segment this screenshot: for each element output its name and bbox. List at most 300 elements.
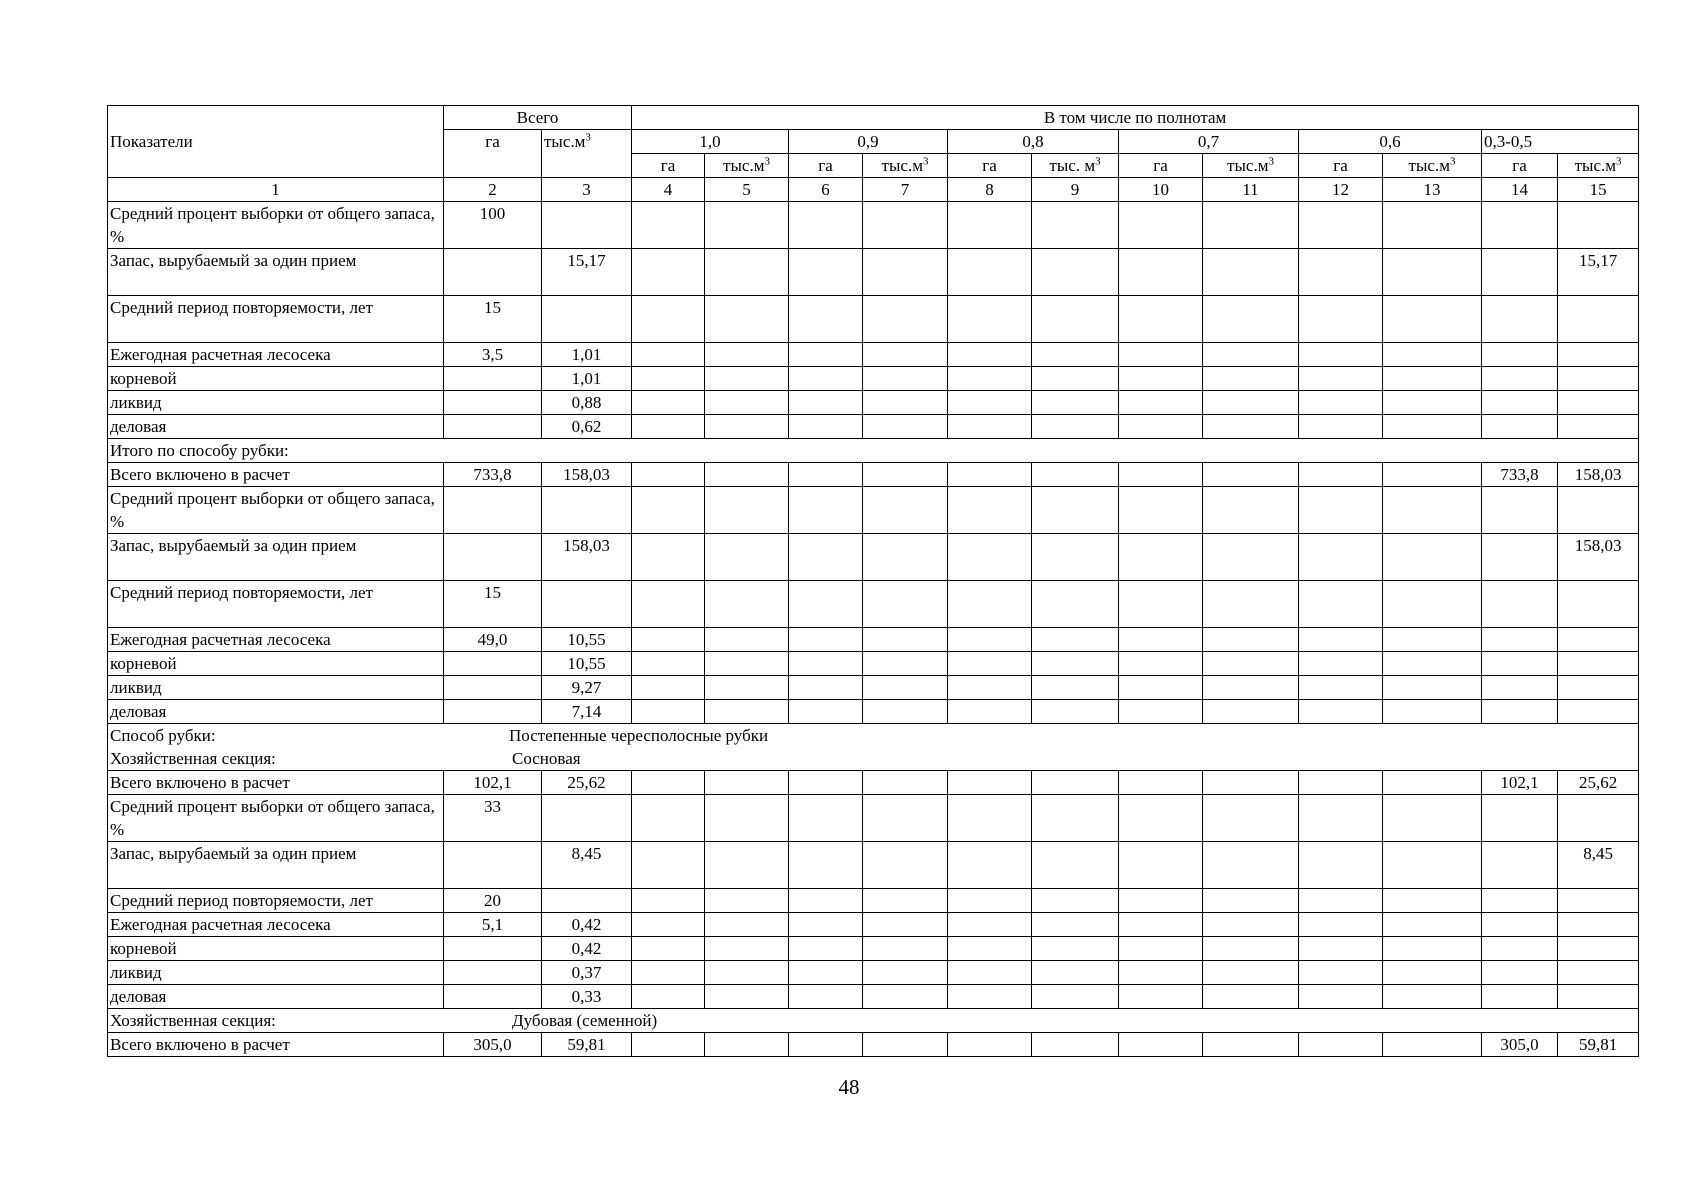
density-03-05-m3-cell: 158,03 (1558, 463, 1639, 487)
row-label: Средний процент выборки от общего запаса, % (108, 487, 444, 534)
density-cell (632, 652, 705, 676)
total-m3-cell: 158,03 (542, 463, 632, 487)
row-label: корневой (108, 937, 444, 961)
density-cell (1119, 415, 1203, 439)
density-cell (1383, 1033, 1482, 1057)
page-number: 48 (838, 1075, 860, 1099)
density-cell (705, 415, 789, 439)
table-row (108, 795, 1639, 842)
density-03-05-m3-cell (1558, 889, 1639, 913)
density-cell (632, 628, 705, 652)
density-cell (1032, 842, 1119, 889)
density-cell (705, 676, 789, 700)
density-cell (1119, 296, 1203, 343)
total-m3-cell: 0,42 (542, 937, 632, 961)
density-cell (632, 937, 705, 961)
density-cell (1119, 700, 1203, 724)
density-cell (1203, 202, 1299, 249)
density-cell (1383, 202, 1482, 249)
density-cell (1299, 487, 1383, 534)
density-03-05-m3-cell (1558, 415, 1639, 439)
row-label: Средний процент выборки от общего запаса, % (108, 202, 444, 249)
row-label: деловая (108, 985, 444, 1009)
density-03-05-ha-cell (1482, 842, 1558, 889)
unit-ha: га (789, 154, 863, 178)
density-cell (1203, 700, 1299, 724)
density-cell (863, 842, 948, 889)
density-03-05-m3-cell (1558, 652, 1639, 676)
density-cell (1299, 534, 1383, 581)
density-cell (863, 961, 948, 985)
density-cell (1119, 249, 1203, 296)
density-cell (863, 391, 948, 415)
density-03-05-m3-cell (1558, 581, 1639, 628)
density-03-05-m3-cell (1558, 700, 1639, 724)
unit-m3: $тыс.м^3$ (863, 154, 948, 178)
table-row (108, 724, 1639, 771)
density-cell (863, 343, 948, 367)
total-ha-cell: 49,0 (444, 628, 542, 652)
density-cell (1203, 463, 1299, 487)
density-cell (863, 937, 948, 961)
header-density: 0,8 (948, 130, 1119, 154)
column-number: 7 (863, 178, 948, 202)
density-cell (1119, 842, 1203, 889)
density-cell (1299, 889, 1383, 913)
density-cell (1383, 985, 1482, 1009)
density-cell (705, 581, 789, 628)
unit-ha: га (1119, 154, 1203, 178)
density-cell (948, 391, 1032, 415)
density-cell (789, 202, 863, 249)
density-03-05-ha-cell (1482, 202, 1558, 249)
density-cell (1119, 961, 1203, 985)
density-cell (1119, 771, 1203, 795)
density-03-05-m3-cell: 25,62 (1558, 771, 1639, 795)
density-cell (1383, 415, 1482, 439)
density-03-05-m3-cell (1558, 795, 1639, 842)
unit-ha: га (1482, 154, 1558, 178)
column-number: 1 (108, 178, 444, 202)
density-cell (1299, 296, 1383, 343)
total-m3-cell (542, 296, 632, 343)
density-cell (632, 913, 705, 937)
total-m3-cell: 158,03 (542, 534, 632, 581)
density-cell (789, 343, 863, 367)
density-cell (1203, 913, 1299, 937)
density-cell (1032, 202, 1119, 249)
density-03-05-m3-cell: 59,81 (1558, 1033, 1639, 1057)
total-ha-cell (444, 842, 542, 889)
density-cell (789, 961, 863, 985)
density-cell (789, 913, 863, 937)
density-cell (1032, 367, 1119, 391)
header-total-ha: га (444, 130, 542, 178)
density-03-05-m3-cell: 8,45 (1558, 842, 1639, 889)
forest-cutting-table (107, 105, 1639, 1057)
density-cell (632, 985, 705, 1009)
density-cell (1299, 937, 1383, 961)
density-cell (1203, 296, 1299, 343)
density-cell (705, 296, 789, 343)
column-number: 5 (705, 178, 789, 202)
column-number: 10 (1119, 178, 1203, 202)
density-cell (705, 1033, 789, 1057)
total-ha-cell: 20 (444, 889, 542, 913)
total-m3-cell: 25,62 (542, 771, 632, 795)
table-row (108, 1033, 1639, 1057)
density-cell (1383, 534, 1482, 581)
density-cell (948, 985, 1032, 1009)
total-m3-cell: 0,62 (542, 415, 632, 439)
row-label: деловая (108, 700, 444, 724)
density-cell (705, 487, 789, 534)
total-ha-cell: 5,1 (444, 913, 542, 937)
unit-m3: тыс. $м^3$ (1032, 154, 1119, 178)
density-cell (1299, 842, 1383, 889)
row-label: Всего включено в расчет (108, 463, 444, 487)
table-row (108, 487, 1639, 534)
density-cell (1119, 652, 1203, 676)
density-cell (1203, 961, 1299, 985)
header-density: 1,0 (632, 130, 789, 154)
total-ha-cell (444, 534, 542, 581)
unit-m3: $тыс.м^3$ (705, 154, 789, 178)
density-cell (1383, 842, 1482, 889)
density-cell (863, 676, 948, 700)
density-cell (632, 581, 705, 628)
table-row (108, 985, 1639, 1009)
density-cell (1203, 367, 1299, 391)
density-cell (1299, 463, 1383, 487)
column-number: 14 (1482, 178, 1558, 202)
density-03-05-ha-cell (1482, 889, 1558, 913)
density-cell (705, 961, 789, 985)
header-density: 0,6 (1299, 130, 1482, 154)
density-cell (1119, 343, 1203, 367)
row-label: Средний процент выборки от общего запаса, % (108, 795, 444, 842)
density-cell (863, 296, 948, 343)
density-cell (948, 415, 1032, 439)
density-cell (948, 842, 1032, 889)
section-label: Способ рубки: (110, 726, 216, 745)
density-cell (1383, 937, 1482, 961)
density-cell (632, 889, 705, 913)
density-cell (1032, 937, 1119, 961)
density-cell (1299, 202, 1383, 249)
total-ha-cell: 100 (444, 202, 542, 249)
total-ha-cell: 15 (444, 296, 542, 343)
density-cell (948, 771, 1032, 795)
row-label: корневой (108, 652, 444, 676)
density-03-05-ha-cell (1482, 700, 1558, 724)
density-cell (632, 343, 705, 367)
density-cell (1383, 889, 1482, 913)
density-cell (632, 961, 705, 985)
density-cell (789, 487, 863, 534)
density-cell (1299, 628, 1383, 652)
density-cell (1383, 487, 1482, 534)
total-m3-cell: 0,88 (542, 391, 632, 415)
density-cell (948, 343, 1032, 367)
table-row (108, 343, 1639, 367)
total-ha-cell (444, 391, 542, 415)
table-row (108, 961, 1639, 985)
density-cell (1299, 391, 1383, 415)
density-cell (789, 842, 863, 889)
density-cell (789, 463, 863, 487)
row-label: Запас, вырубаемый за один прием (108, 534, 444, 581)
density-03-05-m3-cell (1558, 676, 1639, 700)
total-m3-cell: 0,42 (542, 913, 632, 937)
density-cell (789, 367, 863, 391)
density-cell (1383, 652, 1482, 676)
density-cell (1203, 391, 1299, 415)
total-m3-cell: 8,45 (542, 842, 632, 889)
column-number: 2 (444, 178, 542, 202)
density-cell (705, 343, 789, 367)
density-cell (1383, 961, 1482, 985)
density-03-05-m3-cell (1558, 487, 1639, 534)
density-cell (632, 1033, 705, 1057)
density-cell (1299, 913, 1383, 937)
header-density: 0,3-0,5 (1482, 130, 1639, 154)
density-03-05-ha-cell (1482, 985, 1558, 1009)
total-m3-cell (542, 581, 632, 628)
unit-m3: $тыс.м^3$ (1203, 154, 1299, 178)
column-number: 8 (948, 178, 1032, 202)
density-cell (705, 889, 789, 913)
density-cell (1119, 937, 1203, 961)
density-cell (1383, 581, 1482, 628)
density-cell (1299, 581, 1383, 628)
density-cell (1383, 913, 1482, 937)
column-number: 4 (632, 178, 705, 202)
column-number: 3 (542, 178, 632, 202)
total-ha-cell: 15 (444, 581, 542, 628)
density-cell (1032, 628, 1119, 652)
total-m3-cell: 1,01 (542, 343, 632, 367)
total-ha-cell (444, 415, 542, 439)
density-cell (948, 1033, 1032, 1057)
density-cell (1203, 343, 1299, 367)
column-number: 6 (789, 178, 863, 202)
density-cell (948, 296, 1032, 343)
row-label: ликвид (108, 391, 444, 415)
density-cell (789, 676, 863, 700)
density-cell (1119, 391, 1203, 415)
density-cell (1032, 343, 1119, 367)
total-m3-cell: 7,14 (542, 700, 632, 724)
total-ha-cell (444, 652, 542, 676)
density-cell (705, 463, 789, 487)
section-label: Итого по способу рубки: (110, 441, 289, 460)
unit-ha: га (948, 154, 1032, 178)
density-cell (1383, 676, 1482, 700)
density-cell (948, 961, 1032, 985)
density-cell (1119, 913, 1203, 937)
density-03-05-ha-cell: 102,1 (1482, 771, 1558, 795)
density-cell (789, 937, 863, 961)
density-03-05-m3-cell (1558, 985, 1639, 1009)
density-03-05-m3-cell (1558, 628, 1639, 652)
density-cell (1119, 628, 1203, 652)
density-cell (863, 487, 948, 534)
density-cell (1119, 463, 1203, 487)
density-cell (1299, 700, 1383, 724)
density-cell (863, 367, 948, 391)
density-cell (1203, 676, 1299, 700)
density-cell (948, 463, 1032, 487)
density-cell (789, 581, 863, 628)
density-cell (863, 700, 948, 724)
density-cell (948, 534, 1032, 581)
total-ha-cell (444, 487, 542, 534)
density-cell (705, 534, 789, 581)
density-cell (863, 889, 948, 913)
density-cell (1032, 534, 1119, 581)
density-cell (1203, 842, 1299, 889)
density-cell (863, 652, 948, 676)
table-row (108, 367, 1639, 391)
density-03-05-m3-cell: 158,03 (1558, 534, 1639, 581)
total-m3-cell (542, 487, 632, 534)
density-cell (705, 652, 789, 676)
unit-m3: $тыс.м^3$ (1383, 154, 1482, 178)
total-m3-cell (542, 889, 632, 913)
density-03-05-ha-cell (1482, 534, 1558, 581)
total-m3-cell: 0,33 (542, 985, 632, 1009)
density-cell (705, 367, 789, 391)
density-03-05-m3-cell (1558, 937, 1639, 961)
total-m3-cell (542, 202, 632, 249)
density-cell (1119, 202, 1203, 249)
density-cell (1119, 795, 1203, 842)
density-cell (1299, 795, 1383, 842)
density-03-05-ha-cell (1482, 676, 1558, 700)
density-cell (789, 415, 863, 439)
header-density: 0,7 (1119, 130, 1299, 154)
density-cell (789, 296, 863, 343)
table-row (108, 937, 1639, 961)
table-row (108, 676, 1639, 700)
density-cell (1383, 343, 1482, 367)
density-03-05-m3-cell: 15,17 (1558, 249, 1639, 296)
density-cell (863, 771, 948, 795)
density-03-05-ha-cell (1482, 795, 1558, 842)
column-number: 15 (1558, 178, 1639, 202)
density-cell (632, 487, 705, 534)
total-m3-cell: 1,01 (542, 367, 632, 391)
density-cell (1119, 534, 1203, 581)
density-cell (1299, 652, 1383, 676)
density-cell (705, 391, 789, 415)
density-03-05-ha-cell (1482, 415, 1558, 439)
density-cell (789, 652, 863, 676)
density-cell (1203, 415, 1299, 439)
density-cell (789, 700, 863, 724)
row-label: Средний период повторяемости, лет (108, 889, 444, 913)
total-ha-cell (444, 249, 542, 296)
table-row (108, 771, 1639, 795)
density-cell (1299, 415, 1383, 439)
density-cell (632, 391, 705, 415)
density-cell (632, 795, 705, 842)
density-cell (1032, 415, 1119, 439)
density-cell (948, 700, 1032, 724)
density-cell (1032, 463, 1119, 487)
header-total-m3: $тыс.м^3$ (542, 130, 632, 178)
total-ha-cell (444, 937, 542, 961)
density-cell (1203, 628, 1299, 652)
total-ha-cell: 733,8 (444, 463, 542, 487)
density-cell (1203, 249, 1299, 296)
density-cell (1032, 795, 1119, 842)
density-cell (948, 249, 1032, 296)
density-cell (1032, 913, 1119, 937)
density-cell (1032, 961, 1119, 985)
density-03-05-ha-cell (1482, 487, 1558, 534)
density-cell (1203, 534, 1299, 581)
table-row (108, 296, 1639, 343)
density-cell (1299, 985, 1383, 1009)
density-03-05-ha-cell: 305,0 (1482, 1033, 1558, 1057)
density-03-05-m3-cell (1558, 343, 1639, 367)
density-cell (632, 534, 705, 581)
density-03-05-ha-cell (1482, 367, 1558, 391)
table-row (108, 889, 1639, 913)
table-row (108, 439, 1639, 463)
density-cell (789, 534, 863, 581)
density-cell (1032, 700, 1119, 724)
density-cell (863, 463, 948, 487)
total-m3-cell: 15,17 (542, 249, 632, 296)
density-03-05-m3-cell (1558, 367, 1639, 391)
header-by-density: В том числе по полнотам (632, 106, 1639, 130)
table-row (108, 913, 1639, 937)
density-cell (705, 628, 789, 652)
density-cell (1299, 249, 1383, 296)
density-cell (789, 628, 863, 652)
section-label: Хозяйственная секция: (110, 749, 276, 768)
table-row (108, 391, 1639, 415)
section-value: Постепенные чересполосные рубки (509, 726, 769, 745)
density-cell (705, 842, 789, 889)
table-row (108, 1009, 1639, 1033)
total-m3-cell (542, 795, 632, 842)
density-03-05-ha-cell (1482, 628, 1558, 652)
density-cell (863, 795, 948, 842)
density-cell (1119, 985, 1203, 1009)
row-label: Средний период повторяемости, лет (108, 296, 444, 343)
density-03-05-ha-cell (1482, 961, 1558, 985)
density-03-05-m3-cell (1558, 296, 1639, 343)
density-cell (632, 676, 705, 700)
density-03-05-m3-cell (1558, 961, 1639, 985)
density-cell (1203, 889, 1299, 913)
density-cell (789, 1033, 863, 1057)
density-cell (705, 700, 789, 724)
total-ha-cell: 102,1 (444, 771, 542, 795)
row-label: Ежегодная расчетная лесосека (108, 628, 444, 652)
row-label: корневой (108, 367, 444, 391)
density-cell (1032, 249, 1119, 296)
density-03-05-m3-cell (1558, 391, 1639, 415)
density-cell (1032, 676, 1119, 700)
density-cell (632, 415, 705, 439)
density-cell (705, 249, 789, 296)
density-03-05-ha-cell (1482, 249, 1558, 296)
